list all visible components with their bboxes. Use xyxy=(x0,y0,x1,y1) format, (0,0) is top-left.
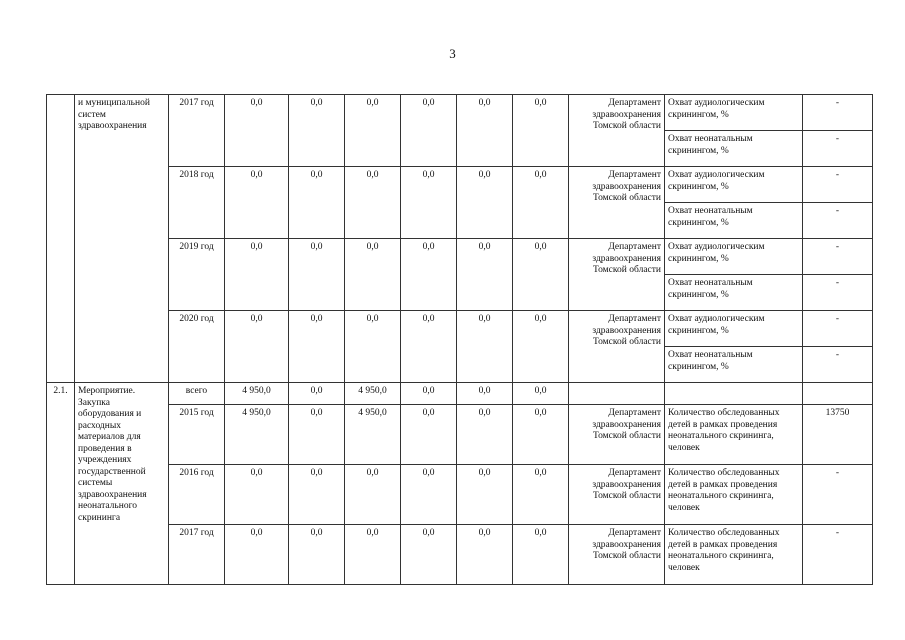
indicator-name: Охват неонатальным скринингом, % xyxy=(665,131,803,167)
department-cell: Департамент здравоохранения Томской области xyxy=(569,405,665,465)
indicator-value: - xyxy=(803,311,873,347)
value-cell: 0,0 xyxy=(289,383,345,405)
value-cell: 0,0 xyxy=(457,167,513,239)
value-cell: 0,0 xyxy=(225,167,289,239)
value-cell: 0,0 xyxy=(457,239,513,311)
value-cell: 0,0 xyxy=(401,239,457,311)
indicator-value: - xyxy=(803,167,873,203)
department-cell: Департамент здравоохранения Томской области xyxy=(569,465,665,525)
indicator-value: 13750 xyxy=(803,405,873,465)
indicator-name: Количество обследованных детей в рамках проведения неонатального скрининга, человек xyxy=(665,525,803,585)
value-cell: 0,0 xyxy=(513,405,569,465)
table-row xyxy=(47,405,873,465)
value-cell: 0,0 xyxy=(401,95,457,167)
value-cell: 0,0 xyxy=(289,239,345,311)
table-row xyxy=(47,95,873,131)
indicator-value: - xyxy=(803,239,873,275)
value-cell: 0,0 xyxy=(345,311,401,383)
value-cell: 0,0 xyxy=(401,383,457,405)
page-number: 3 xyxy=(449,46,456,61)
value-cell: 4 950,0 xyxy=(225,383,289,405)
indicator-value: - xyxy=(803,95,873,131)
indicator-value: - xyxy=(803,131,873,167)
value-cell: 0,0 xyxy=(289,167,345,239)
year-cell: всего xyxy=(169,383,225,405)
department-cell: Департамент здравоохранения Томской области xyxy=(569,525,665,585)
value-cell: 0,0 xyxy=(345,95,401,167)
row-number: 2.1. xyxy=(47,383,75,585)
value-cell: 0,0 xyxy=(225,465,289,525)
value-cell: 0,0 xyxy=(401,525,457,585)
value-cell: 0,0 xyxy=(289,405,345,465)
value-cell: 0,0 xyxy=(401,167,457,239)
table-row xyxy=(47,311,873,347)
value-cell: 0,0 xyxy=(457,383,513,405)
indicator-value xyxy=(803,383,873,405)
value-cell: 0,0 xyxy=(225,239,289,311)
value-cell: 0,0 xyxy=(457,311,513,383)
value-cell: 4 950,0 xyxy=(225,405,289,465)
value-cell: 0,0 xyxy=(457,465,513,525)
value-cell: 0,0 xyxy=(513,167,569,239)
value-cell: 4 950,0 xyxy=(345,405,401,465)
department-cell: Департамент здравоохранения Томской области xyxy=(569,167,665,239)
table-row xyxy=(47,525,873,585)
row-name: Мероприятие. Закупка оборудования и расходных материалов для проведения в учреждениях государственной системы здравоохранения неонатального скрининга xyxy=(75,383,169,585)
value-cell: 0,0 xyxy=(345,525,401,585)
value-cell: 4 950,0 xyxy=(345,383,401,405)
value-cell: 0,0 xyxy=(289,465,345,525)
row-number xyxy=(47,95,75,383)
department-cell xyxy=(569,383,665,405)
value-cell: 0,0 xyxy=(289,525,345,585)
year-cell: 2020 год xyxy=(169,311,225,383)
year-cell: 2019 год xyxy=(169,239,225,311)
value-cell: 0,0 xyxy=(457,405,513,465)
value-cell: 0,0 xyxy=(225,525,289,585)
value-cell: 0,0 xyxy=(401,465,457,525)
value-cell: 0,0 xyxy=(513,383,569,405)
value-cell: 0,0 xyxy=(289,95,345,167)
value-cell: 0,0 xyxy=(513,465,569,525)
indicator-value: - xyxy=(803,203,873,239)
value-cell: 0,0 xyxy=(289,311,345,383)
indicator-name: Охват аудиологическим скринингом, % xyxy=(665,311,803,347)
year-cell: 2015 год xyxy=(169,405,225,465)
table-row xyxy=(47,465,873,525)
value-cell: 0,0 xyxy=(225,311,289,383)
row-name: и муниципальной систем здравоохранения xyxy=(75,95,169,383)
value-cell: 0,0 xyxy=(513,239,569,311)
indicator-value: - xyxy=(803,347,873,383)
indicator-name: Количество обследованных детей в рамках проведения неонатального скрининга, человек xyxy=(665,465,803,525)
value-cell: 0,0 xyxy=(345,465,401,525)
indicator-name: Охват аудиологическим скринингом, % xyxy=(665,239,803,275)
year-cell: 2016 год xyxy=(169,465,225,525)
department-cell: Департамент здравоохранения Томской области xyxy=(569,95,665,167)
value-cell: 0,0 xyxy=(513,311,569,383)
indicator-name xyxy=(665,383,803,405)
indicator-name: Охват неонатальным скринингом, % xyxy=(665,347,803,383)
value-cell: 0,0 xyxy=(513,95,569,167)
indicator-value: - xyxy=(803,465,873,525)
department-cell: Департамент здравоохранения Томской области xyxy=(569,311,665,383)
value-cell: 0,0 xyxy=(513,525,569,585)
indicator-name: Охват аудиологическим скринингом, % xyxy=(665,167,803,203)
indicator-name: Охват неонатальным скринингом, % xyxy=(665,275,803,311)
year-cell: 2018 год xyxy=(169,167,225,239)
indicator-name: Охват неонатальным скринингом, % xyxy=(665,203,803,239)
year-cell: 2017 год xyxy=(169,95,225,167)
indicator-value: - xyxy=(803,525,873,585)
indicator-value: - xyxy=(803,275,873,311)
table-row xyxy=(47,383,873,405)
department-cell: Департамент здравоохранения Томской области xyxy=(569,239,665,311)
value-cell: 0,0 xyxy=(345,239,401,311)
indicator-name: Количество обследованных детей в рамках проведения неонатального скрининга, человек xyxy=(665,405,803,465)
value-cell: 0,0 xyxy=(457,525,513,585)
indicator-name: Охват аудиологическим скринингом, % xyxy=(665,95,803,131)
value-cell: 0,0 xyxy=(401,405,457,465)
value-cell: 0,0 xyxy=(225,95,289,167)
year-cell: 2017 год xyxy=(169,525,225,585)
value-cell: 0,0 xyxy=(401,311,457,383)
table-row xyxy=(47,239,873,275)
table-row xyxy=(47,167,873,203)
value-cell: 0,0 xyxy=(457,95,513,167)
program-table xyxy=(46,94,873,585)
value-cell: 0,0 xyxy=(345,167,401,239)
